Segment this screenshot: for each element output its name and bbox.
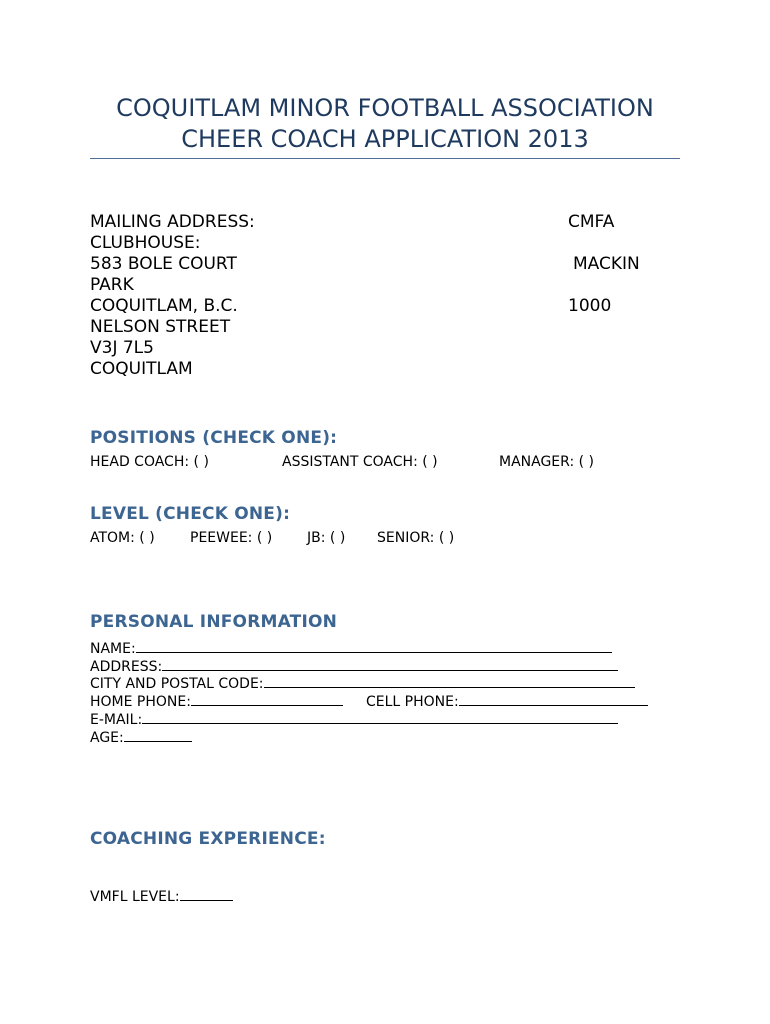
address-left-line: MAILING ADDRESS: — [90, 212, 255, 232]
coaching-experience-heading: COACHING EXPERIENCE: — [90, 829, 326, 849]
name-row — [90, 638, 612, 658]
vmfl-level-field[interactable] — [180, 886, 233, 901]
city-postal-label: CITY AND POSTAL CODE: — [90, 676, 264, 692]
senior-checkbox[interactable]: SENIOR: ( ) — [377, 530, 455, 546]
assistant-coach-checkbox[interactable]: ASSISTANT COACH: ( ) — [282, 454, 438, 470]
personal-info-heading: PERSONAL INFORMATION — [90, 612, 338, 632]
home-phone-row — [90, 691, 343, 711]
address-left-line: COQUITLAM, B.C. — [90, 296, 238, 316]
city-row — [90, 673, 635, 693]
vmfl-row — [90, 886, 233, 906]
address-left-line: PARK — [90, 275, 134, 295]
vmfl-level-label: VMFL LEVEL: — [90, 889, 180, 905]
title-line-1: COQUITLAM MINOR FOOTBALL ASSOCIATION — [116, 94, 654, 122]
email-row — [90, 709, 618, 729]
title-divider — [90, 158, 680, 159]
email-label: E-MAIL: — [90, 712, 143, 728]
head-coach-checkbox[interactable]: HEAD COACH: ( ) — [90, 454, 209, 470]
name-field[interactable] — [136, 638, 612, 653]
email-field[interactable] — [142, 709, 618, 724]
address-left-line: NELSON STREET — [90, 317, 231, 337]
manager-checkbox[interactable]: MANAGER: ( ) — [499, 454, 594, 470]
city-postal-field[interactable] — [264, 673, 635, 688]
address-right-line: MACKIN — [573, 254, 640, 274]
level-heading: LEVEL (CHECK ONE): — [90, 504, 291, 524]
home-phone-field[interactable] — [191, 691, 343, 706]
cell-phone-field[interactable] — [459, 691, 648, 706]
cell-phone-label: CELL PHONE: — [366, 694, 459, 710]
cell-phone-row — [366, 691, 648, 711]
address-right-line: 1000 — [568, 296, 612, 316]
address-left-line: CLUBHOUSE: — [90, 233, 201, 253]
home-phone-label: HOME PHONE: — [90, 694, 191, 710]
address-field[interactable] — [162, 656, 618, 671]
age-label: AGE: — [90, 730, 124, 746]
title-line-2: CHEER COACH APPLICATION 2013 — [181, 125, 589, 153]
peewee-checkbox[interactable]: PEEWEE: ( ) — [190, 530, 273, 546]
address-left-line: 583 BOLE COURT — [90, 254, 237, 274]
age-field[interactable] — [124, 727, 192, 742]
address-right-line: CMFA — [568, 212, 615, 232]
name-label: NAME: — [90, 641, 136, 657]
atom-checkbox[interactable]: ATOM: ( ) — [90, 530, 155, 546]
jb-checkbox[interactable]: JB: ( ) — [307, 530, 346, 546]
address-label: ADDRESS: — [90, 659, 163, 675]
address-left-line: COQUITLAM — [90, 359, 193, 379]
age-row — [90, 727, 192, 747]
address-left-line: V3J 7L5 — [90, 338, 154, 358]
positions-heading: POSITIONS (CHECK ONE): — [90, 428, 338, 448]
